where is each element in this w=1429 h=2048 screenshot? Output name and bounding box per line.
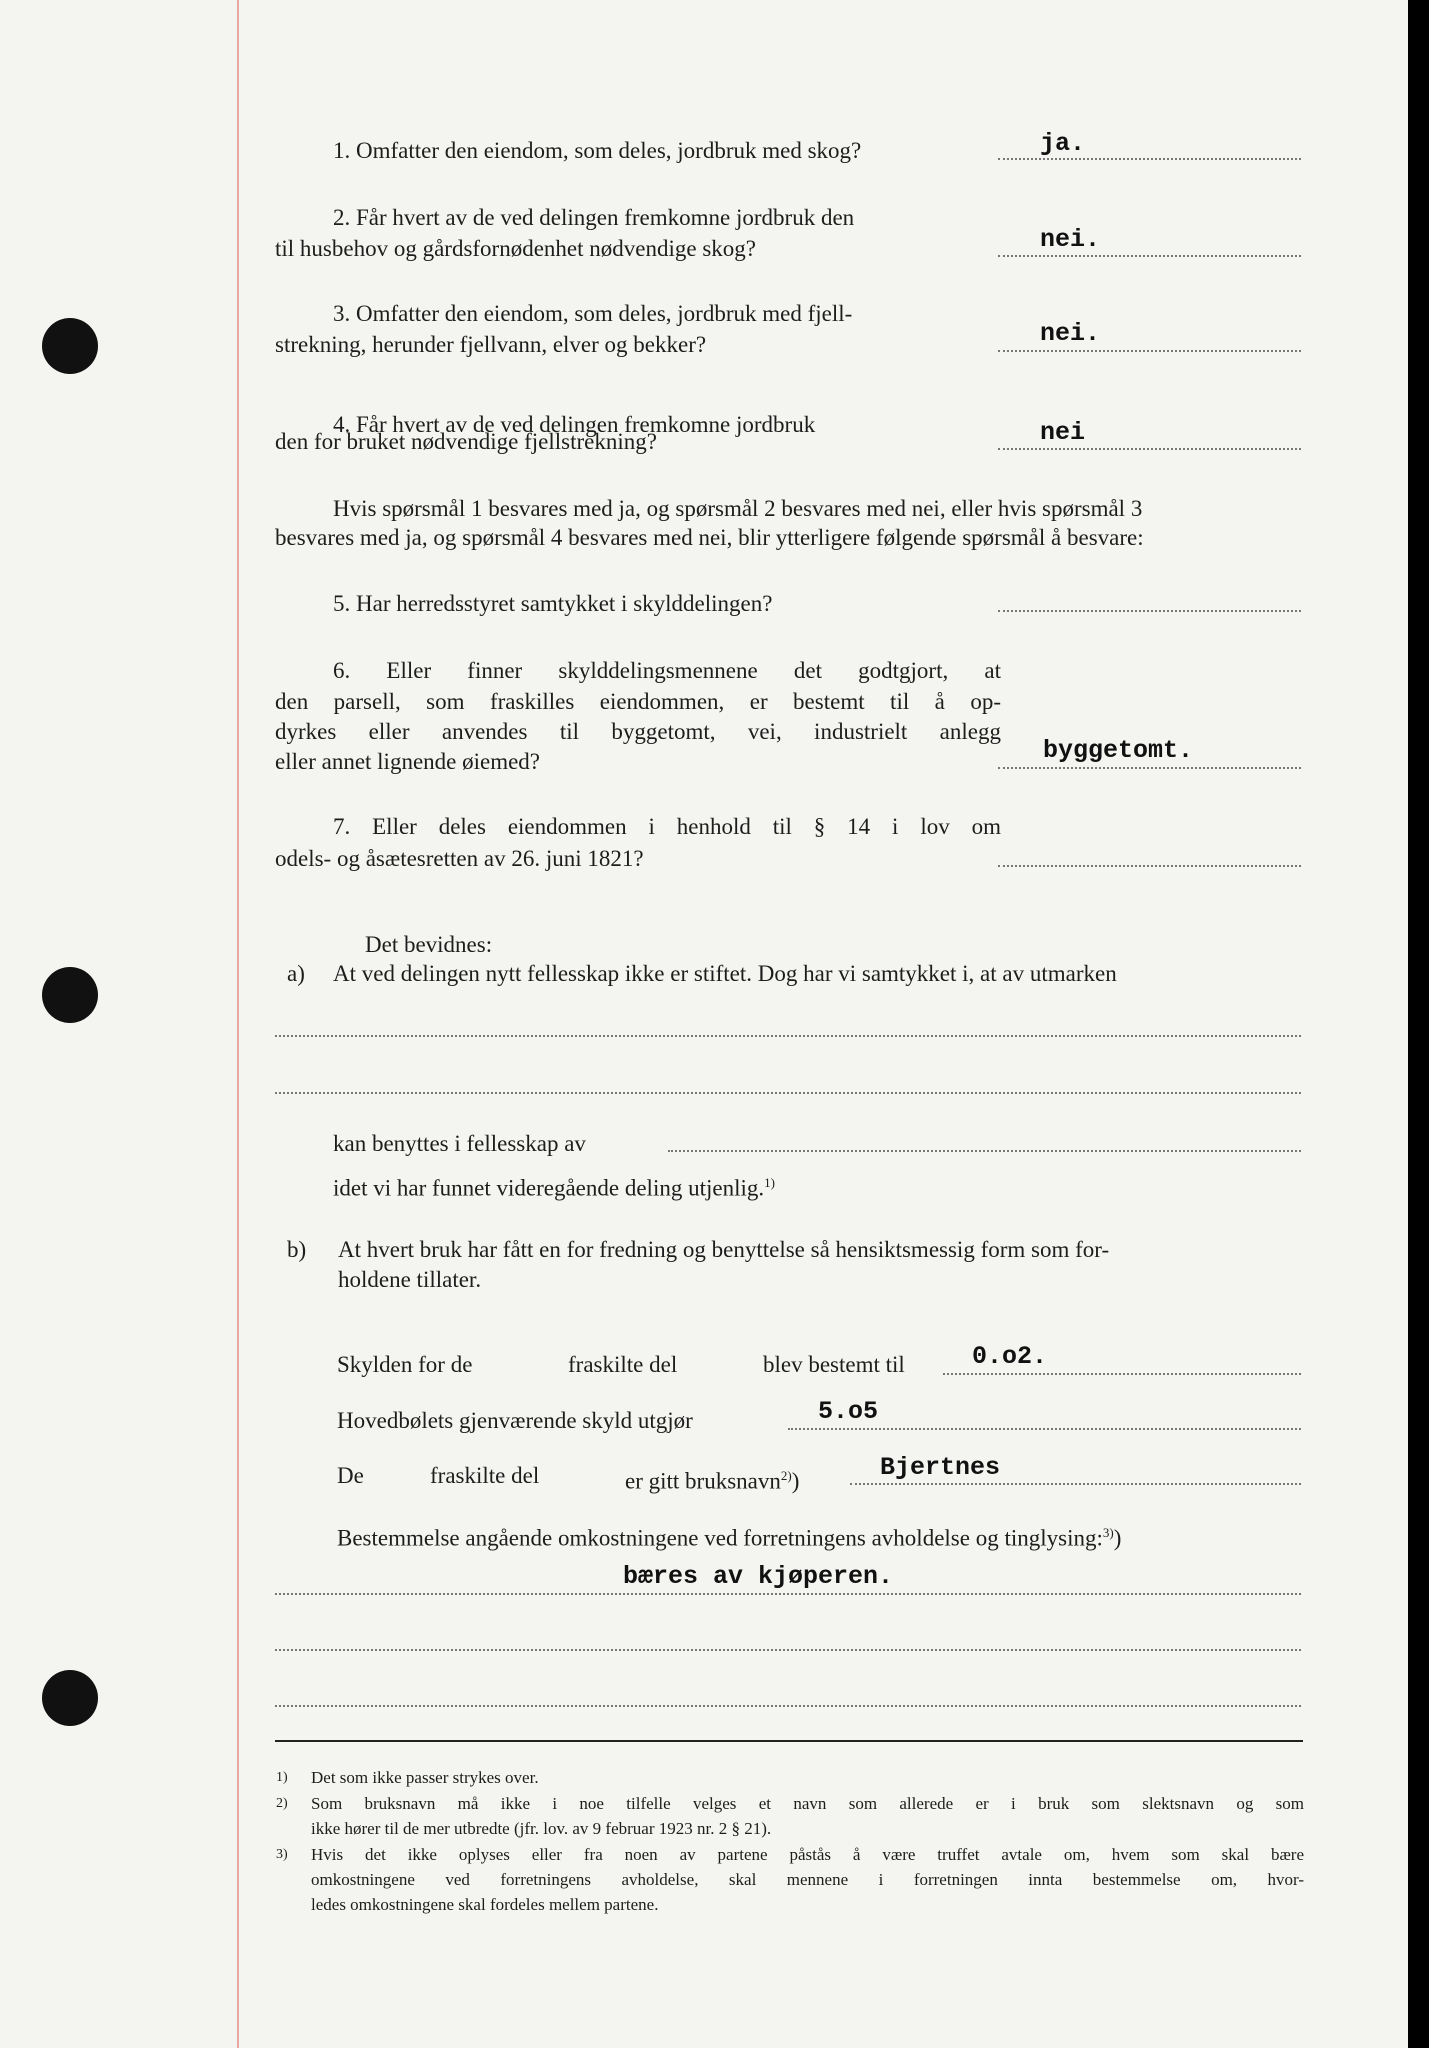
punch-hole-bottom xyxy=(42,1670,98,1726)
skyld-line xyxy=(943,1373,1301,1375)
costs-label: Bestemmelse angående omkostningene ved forretningens avholdelse og tinglysing:$^{3)}$) xyxy=(337,1525,1122,1551)
bruksnavn-label-1: De xyxy=(337,1463,364,1488)
costs-line-1 xyxy=(275,1593,1301,1595)
answer-line-3 xyxy=(998,350,1301,352)
footnote-2-line-2: ikke hører til de mer utbredte (jfr. lov. av 9 februar 1923 nr. 2 § 21). xyxy=(311,1819,772,1838)
bruksnavn-label-2: fraskilte del xyxy=(430,1463,540,1488)
shared-use-label: kan benyttes i fellesskap av xyxy=(333,1131,586,1156)
question-6-line-4: eller annet lignende øiemed? xyxy=(275,749,541,774)
footnote-3-line-2: omkostningene ved forretningens avholdelse, skal mennene i forretningen innta bestemmelse om, hvor- xyxy=(311,1870,1304,1889)
bruksnavn-value: Bjertnes xyxy=(880,1453,1001,1482)
skyld-value: 0.o2. xyxy=(972,1342,1048,1371)
bruksnavn-label-3: er gitt bruksnavn$^{2)}$) xyxy=(625,1468,800,1494)
answer-line-6 xyxy=(998,767,1301,769)
costs-value: bæres av kjøperen. xyxy=(623,1562,894,1591)
answer-3: nei. xyxy=(1040,319,1101,348)
scan-edge xyxy=(1408,0,1429,2048)
footnote-2-mark: 2) xyxy=(276,1796,288,1811)
question-3-line-1: 3. Omfatter den eiendom, som deles, jordbruk med fjell- xyxy=(333,301,853,326)
question-4-line-2: den for bruket nødvendige fjellstrekning? xyxy=(275,429,657,454)
answer-4: nei xyxy=(1040,418,1086,447)
costs-line-2 xyxy=(275,1649,1301,1651)
footnote-1-mark: 1) xyxy=(276,1770,288,1785)
shared-use-line xyxy=(668,1150,1301,1152)
answer-1: ja. xyxy=(1040,129,1086,158)
footnote-3-mark: 3) xyxy=(276,1847,288,1862)
attest-a-line-1 xyxy=(275,1035,1301,1037)
attest-a-text: At ved delingen nytt fellesskap ikke er stiftet. Dog har vi samtykket i, at av utmarken xyxy=(333,961,1117,986)
skyld-label-3: blev bestemt til xyxy=(763,1352,905,1377)
condition-line-2: besvares med ja, og spørsmål 4 besvares med nei, blir ytterligere følgende spørsmål å besvare: xyxy=(275,525,1144,550)
attest-heading: Det bevidnes: xyxy=(365,932,493,957)
hovedbol-label: Hovedbølets gjenværende skyld utgjør xyxy=(337,1408,693,1433)
answer-line-5 xyxy=(998,610,1301,612)
attest-a-marker: a) xyxy=(287,961,305,986)
condition-line-1: Hvis spørsmål 1 besvares med ja, og spørsmål 2 besvares med nei, eller hvis spørsmål 3 xyxy=(333,496,1143,521)
question-6-line-3: dyrkes eller anvendes til byggetomt, vei, industrielt anlegg xyxy=(275,719,1001,744)
punch-hole-top xyxy=(42,318,98,374)
skyld-label-2: fraskilte del xyxy=(568,1352,678,1377)
footnote-3-line-1: Hvis det ikke oplyses eller fra noen av partene påstås å være truffet avtale om, hvem som skal bære xyxy=(311,1845,1304,1864)
attest-b-line-2: holdene tillater. xyxy=(338,1267,482,1292)
question-2-line-1: 2. Får hvert av de ved delingen fremkomne jordbruk den xyxy=(333,205,855,230)
question-1: 1. Omfatter den eiendom, som deles, jordbruk med skog? xyxy=(333,138,862,163)
question-6-line-1: 6. Eller finner skylddelingsmennene det godtgjort, at xyxy=(333,658,1001,683)
question-6-line-2: den parsell, som fraskilles eiendommen, er bestemt til å op- xyxy=(275,689,1001,714)
answer-6: byggetomt. xyxy=(1043,736,1194,765)
footnote-3-line-3: ledes omkostningene skal fordeles mellem partene. xyxy=(311,1895,659,1914)
question-7-line-1: 7. Eller deles eiendommen i henhold til § 14 i lov om xyxy=(333,814,1001,839)
question-2-line-2: til husbehov og gårdsfornødenhet nødvendige skog? xyxy=(275,236,756,261)
attest-b-line-1: At hvert bruk har fått en for fredning og benyttelse så hensiktsmessig form som for- xyxy=(338,1237,1110,1262)
attest-a-line-2 xyxy=(275,1092,1301,1094)
question-5: 5. Har herredsstyret samtykket i skylddelingen? xyxy=(333,591,773,616)
question-7-line-2: odels- og åsætesretten av 26. juni 1821? xyxy=(275,846,644,871)
footnote-2-line-1: Som bruksnavn må ikke i noe tilfelle velges et navn som allerede er i bruk som slektsnavn og som xyxy=(311,1794,1304,1813)
costs-line-3 xyxy=(275,1705,1301,1707)
footnote-separator xyxy=(275,1740,1303,1742)
answer-line-7 xyxy=(998,865,1301,867)
footnote-1-line-1: Det som ikke passer strykes over. xyxy=(311,1768,539,1787)
margin-line xyxy=(237,0,239,2048)
hovedbol-value: 5.o5 xyxy=(818,1397,879,1426)
answer-2: nei. xyxy=(1040,225,1101,254)
skyld-label-1: Skylden for de xyxy=(337,1352,473,1377)
attest-b-marker: b) xyxy=(287,1237,307,1262)
hovedbol-line xyxy=(788,1428,1301,1430)
question-3-line-2: strekning, herunder fjellvann, elver og bekker? xyxy=(275,332,707,357)
attest-a-end: idet vi har funnet videregående deling utjenlig.$^{1)}$ xyxy=(333,1175,775,1201)
punch-hole-middle xyxy=(42,967,98,1023)
question-4-line-1: 4. Får hvert av de ved delingen fremkomne jordbruk xyxy=(333,412,816,437)
